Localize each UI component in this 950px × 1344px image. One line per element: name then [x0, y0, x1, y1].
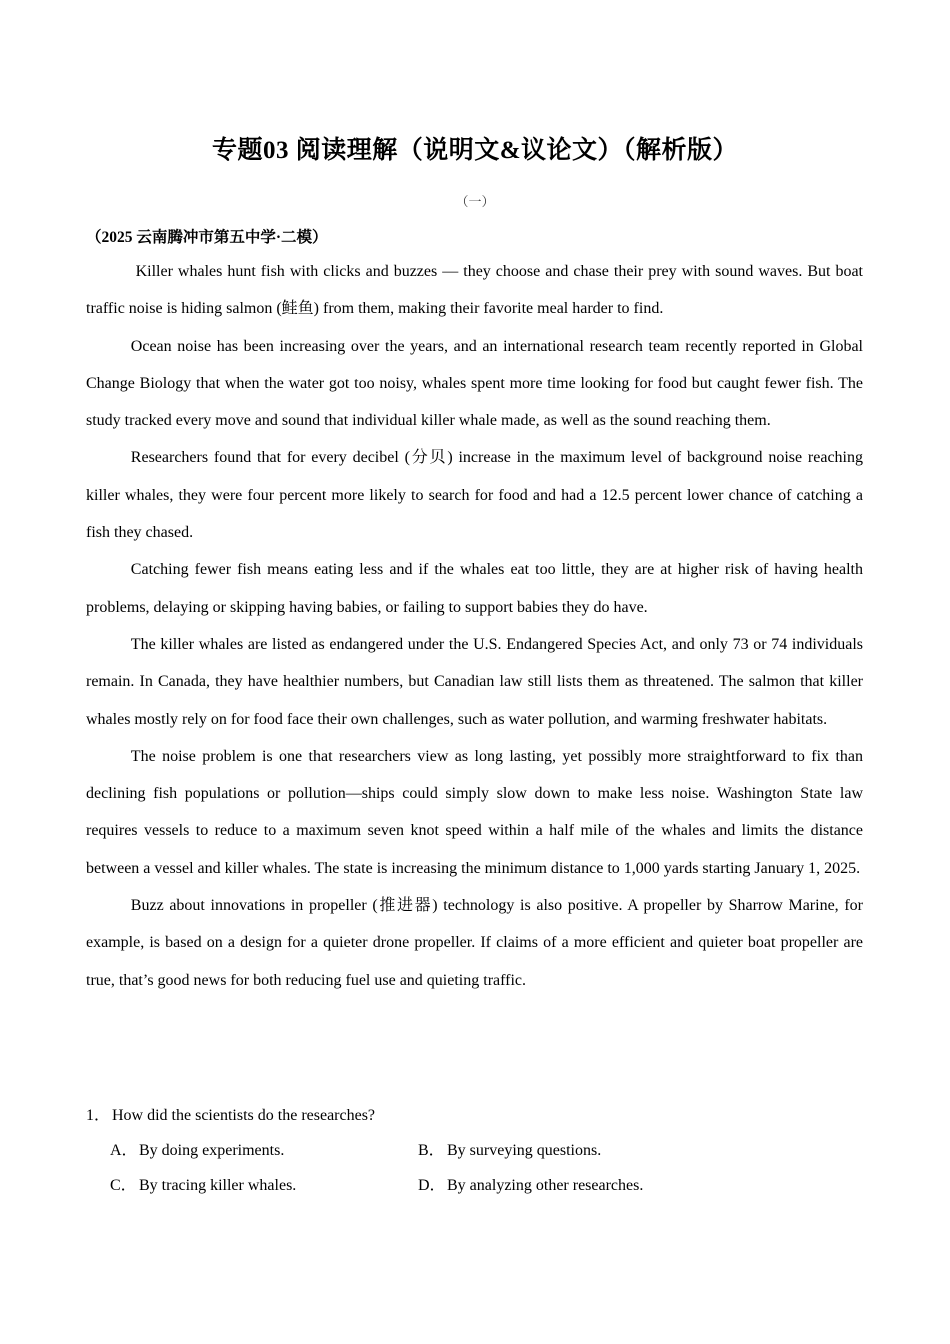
option-b: [418, 1133, 726, 1168]
option-text: By analyzing other researches.: [447, 1177, 644, 1194]
paragraph: Catching fewer fish means eating less and if the whales eat too little, they are at higher risk of having health problems, delaying or skipping having babies, or failing to support babies they do have.: [86, 561, 863, 616]
paragraph: The noise problem is one that researchers view as long lasting, yet possibly more straightforward to fix than declining fish populations or pollution—ships could simply slow down to make less noise. Washington State law requires vessels to reduce to a maximum seven knot speed within a half mile of the whales and limits the distance between a vessel and killer whales. The state is increasing the minimum distance to 1,000 yards starting January 1, 2025.: [86, 747, 863, 877]
passage-body: [86, 253, 863, 999]
paragraph: Killer whales hunt fish with clicks and buzzes — they choose and chase their prey with sound waves. But boat traffic noise is hiding salmon (鲑鱼) from them, making their favorite meal harder to find.: [86, 263, 863, 318]
option-text: By surveying questions.: [447, 1142, 602, 1159]
section-number: （一）: [455, 194, 495, 209]
option-text: By doing experiments.: [139, 1142, 285, 1159]
source-citation: （2025 云南腾冲市第五中学·二模）: [86, 229, 328, 246]
option-text: By tracing killer whales.: [139, 1177, 297, 1194]
question-text: How did the scientists do the researches?: [112, 1107, 376, 1124]
option-a: [110, 1133, 418, 1168]
question-block: [86, 1098, 863, 1203]
option-d: [418, 1168, 726, 1203]
page-title: 专题03 阅读理解（说明文&议论文）（解析版）: [211, 137, 739, 164]
option-letter: B．: [418, 1142, 445, 1159]
option-letter: A．: [110, 1142, 138, 1159]
paragraph: The killer whales are listed as endangered under the U.S. Endangered Species Act, and only 73 or 74 individuals remain. In Canada, they have healthier numbers, but Canadian law still lists them as threatened. The salmon that killer whales mostly rely on for food face their own challenges, such as water pollution, and warming freshwater habitats.: [86, 635, 863, 728]
paragraph: Researchers found that for every decibel (分贝) increase in the maximum level of background noise reaching killer whales, they were four percent more likely to search for food and had a 12.5 percent lower chance of catching a fish they chased.: [86, 449, 863, 542]
option-c: [110, 1168, 418, 1203]
option-letter: C．: [110, 1177, 137, 1194]
option-row: [110, 1133, 863, 1168]
paragraph: Ocean noise has been increasing over the years, and an international research team recently reported in Global Change Biology that when the water got too noisy, whales spent more time looking for food but caught fewer fish. The study tracked every move and sound that individual killer whale made, as well as the sound reaching them.: [86, 337, 863, 430]
question-stem: [86, 1098, 863, 1133]
paragraph: Buzz about innovations in propeller (推进器) technology is also positive. A propeller by Sharrow Marine, for example, is based on a design for a quieter drone propeller. If claims of a more efficient and quieter boat propeller are true, that’s good news for both reducing fuel use and quieting traffic.: [86, 897, 863, 989]
option-row: [110, 1168, 863, 1203]
question-number: 1．: [86, 1107, 111, 1124]
option-letter: D．: [418, 1177, 446, 1194]
